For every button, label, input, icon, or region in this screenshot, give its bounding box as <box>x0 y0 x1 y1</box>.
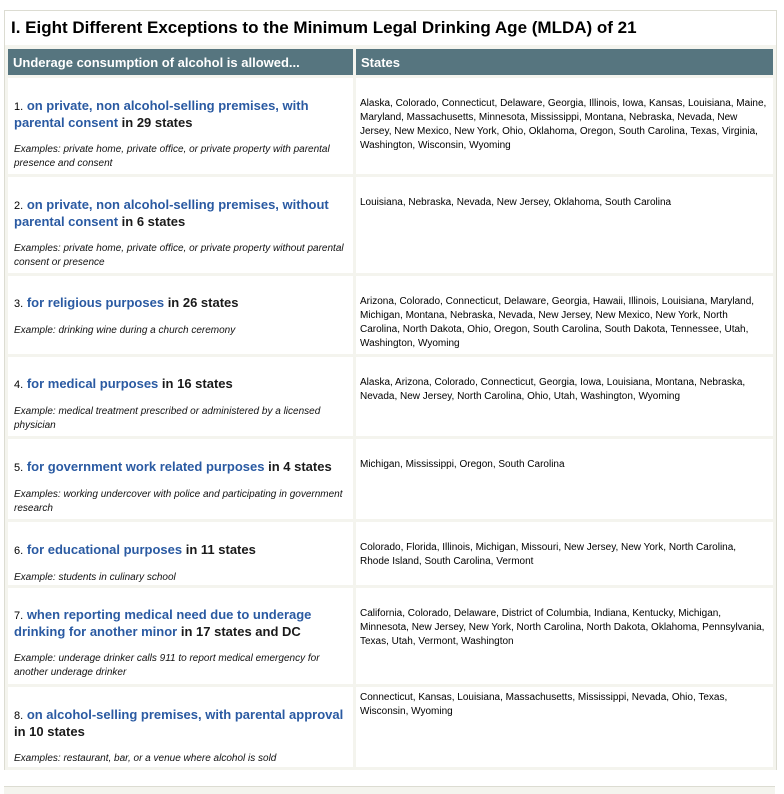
table-row <box>8 522 773 585</box>
header-states: States <box>356 49 773 75</box>
exception-number: 8. <box>14 710 24 722</box>
table-title: I. Eight Different Exceptions to the Minimum Legal Drinking Age (MLDA) of 21 <box>5 11 776 47</box>
exception-heading <box>14 98 347 131</box>
exception-count: in 4 states <box>268 459 332 474</box>
states-cell: Connecticut, Kansas, Louisiana, Massachusetts, Mississippi, Nevada, Ohio, Texas, Wisconsin, Wyoming <box>356 687 773 767</box>
exception-example: Examples: restaurant, bar, or a venue where alcohol is sold <box>14 753 277 764</box>
exception-cell <box>8 439 353 519</box>
exception-cell <box>8 522 353 585</box>
exception-heading <box>14 542 347 559</box>
exception-example: Example: underage drinker calls 911 to report medical emergency for another underage drinker <box>14 653 320 678</box>
exception-heading <box>14 197 347 230</box>
exception-heading <box>14 295 347 312</box>
table-row <box>8 177 773 273</box>
exception-example: Examples: private home, private office, or private property without parental consent or presence <box>14 243 344 268</box>
table-row <box>8 588 773 684</box>
header-row <box>8 49 773 75</box>
exception-example: Examples: private home, private office, or private property with parental presence and consent <box>14 144 330 169</box>
exception-count: in 6 states <box>121 214 186 229</box>
table-row <box>8 439 773 519</box>
states-cell: California, Colorado, Delaware, District of Columbia, Indiana, Kentucky, Michigan, Minnesota, New Jersey, New York, North Carolina, North Dakota, Oklahoma, Pennsylvania, Texas, Utah, Vermont, Washington <box>356 588 773 684</box>
exception-example: Examples: working undercover with police and participating in government research <box>14 489 343 514</box>
exception-number: 3. <box>14 298 24 310</box>
exception-purpose: for government work related purposes <box>26 459 265 474</box>
exception-purpose: for educational purposes <box>26 542 183 557</box>
exception-heading <box>14 459 347 476</box>
states-cell: Colorado, Florida, Illinois, Michigan, Missouri, New Jersey, New York, North Carolina, Rhode Island, South Carolina, Vermont <box>356 522 773 585</box>
exception-purpose: for medical purposes <box>26 376 159 391</box>
states-cell: Alaska, Colorado, Connecticut, Delaware, Georgia, Illinois, Iowa, Kansas, Louisiana, Maine, Maryland, Massachusetts, Minnesota, Mississippi, Montana, Nebraska, Nevada, New Jersey, New Mexico, New York, Ohio, Oklahoma, Oregon, South Carolina, Texas, Virginia, Washington, Wisconsin, Wyoming <box>356 78 773 174</box>
exception-heading <box>14 607 347 640</box>
table-row <box>8 357 773 436</box>
exception-heading <box>14 376 347 393</box>
exception-count: in 16 states <box>161 376 233 391</box>
exception-number: 7. <box>14 610 24 622</box>
exception-example: Example: medical treatment prescribed or administered by a licensed physician <box>14 406 321 431</box>
exception-purpose: on alcohol-selling premises, with parental approval <box>26 707 344 722</box>
exception-number: 2. <box>14 200 24 212</box>
table-row <box>8 687 773 767</box>
exceptions-table <box>5 46 776 770</box>
exception-cell <box>8 276 353 354</box>
exception-purpose: for religious purposes <box>26 295 165 310</box>
exception-cell <box>8 588 353 684</box>
exception-example: Example: drinking wine during a church ceremony <box>14 325 236 336</box>
exception-count: in 29 states <box>121 115 193 130</box>
states-cell: Louisiana, Nebraska, Nevada, New Jersey, Oklahoma, South Carolina <box>356 177 773 273</box>
exception-count: in 10 states <box>14 724 85 739</box>
exception-number: 5. <box>14 462 24 474</box>
exception-heading <box>14 707 347 740</box>
exception-count: in 11 states <box>185 542 256 557</box>
exception-number: 4. <box>14 379 24 391</box>
header-allowed: Underage consumption of alcohol is allowed... <box>8 49 353 75</box>
exception-purpose: on private, non alcohol-selling premises, without parental consent <box>14 197 329 229</box>
states-cell: Arizona, Colorado, Connecticut, Delaware, Georgia, Hawaii, Illinois, Louisiana, Maryland, Michigan, Montana, Nebraska, Nevada, New Jersey, New Mexico, New York, North Carolina, North Dakota, Ohio, Oregon, South Carolina, South Dakota, Tennessee, Utah, Washington, Wyoming <box>356 276 773 354</box>
exception-count: in 26 states <box>167 295 239 310</box>
exception-example: Example: students in culinary school <box>14 572 176 583</box>
table-row <box>8 78 773 174</box>
exception-purpose: on private, non alcohol-selling premises, with parental consent <box>14 98 309 130</box>
exception-cell <box>8 78 353 174</box>
states-cell: Alaska, Arizona, Colorado, Connecticut, Georgia, Iowa, Louisiana, Montana, Nebraska, Nevada, New Jersey, North Carolina, Ohio, Utah, Washington, Wyoming <box>356 357 773 436</box>
exception-cell <box>8 357 353 436</box>
exception-purpose: when reporting medical need due to underage drinking for another minor <box>14 607 312 639</box>
exception-count: in 17 states and DC <box>180 624 301 639</box>
exceptions-table-frame <box>4 10 777 770</box>
exception-cell <box>8 177 353 273</box>
exception-cell <box>8 687 353 767</box>
states-cell: Michigan, Mississippi, Oregon, South Carolina <box>356 439 773 519</box>
table-row <box>8 276 773 354</box>
exception-number: 1. <box>14 101 24 113</box>
exception-number: 6. <box>14 545 24 557</box>
